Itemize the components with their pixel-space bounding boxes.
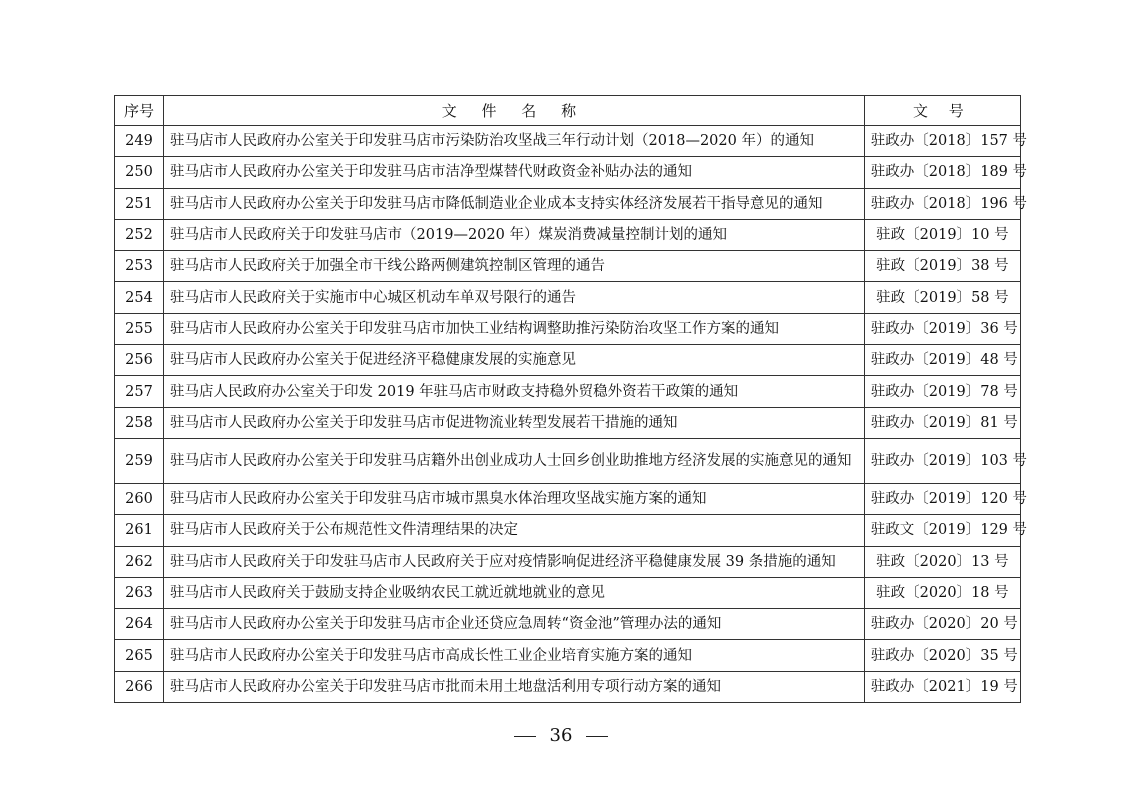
cell-document-name: 驻马店市人民政府办公室关于印发驻马店市促进物流业转型发展若干措施的通知 [164,407,865,438]
table-row [115,546,1021,577]
cell-document-number: 驻政〔2020〕18 号 [864,577,1020,608]
cell-document-name: 驻马店市人民政府办公室关于印发驻马店市洁净型煤替代财政资金补贴办法的通知 [164,157,865,188]
table-row [115,376,1021,407]
table-row [115,282,1021,313]
cell-document-name: 驻马店市人民政府关于鼓励支持企业吸纳农民工就近就地就业的意见 [164,577,865,608]
cell-serial-number: 254 [115,282,164,313]
cell-document-name: 驻马店市人民政府关于加强全市干线公路两侧建筑控制区管理的通告 [164,251,865,282]
cell-document-number: 驻政〔2020〕13 号 [864,546,1020,577]
header-document-number: 文 号 [864,96,1020,126]
cell-document-name: 驻马店市人民政府办公室关于印发驻马店市批而未用土地盘活利用专项行动方案的通知 [164,671,865,702]
cell-document-number: 驻政办〔2020〕35 号 [864,640,1020,671]
cell-serial-number: 260 [115,483,164,514]
cell-document-name: 驻马店市人民政府办公室关于印发驻马店市加快工业结构调整助推污染防治攻坚工作方案的通知 [164,313,865,344]
page-number: 36 [549,725,573,746]
cell-serial-number: 255 [115,313,164,344]
table-row [115,188,1021,219]
cell-serial-number: 253 [115,251,164,282]
cell-document-number: 驻政办〔2018〕196 号 [864,188,1020,219]
cell-serial-number: 250 [115,157,164,188]
cell-document-number: 驻政〔2019〕38 号 [864,251,1020,282]
table-row [115,609,1021,640]
cell-document-number: 驻政办〔2019〕78 号 [864,376,1020,407]
table-row [115,515,1021,546]
cell-document-number: 驻政〔2019〕58 号 [864,282,1020,313]
table-row [115,671,1021,702]
cell-document-name: 驻马店市人民政府办公室关于印发驻马店籍外出创业成功人士回乡创业助推地方经济发展的实施意见的通知 [164,438,865,483]
cell-document-number: 驻政办〔2019〕48 号 [864,345,1020,376]
cell-document-number: 驻政办〔2020〕20 号 [864,609,1020,640]
cell-document-name: 驻马店市人民政府办公室关于印发驻马店市企业还贷应急周转“资金池”管理办法的通知 [164,609,865,640]
header-document-name: 文 件 名 称 [164,96,865,126]
cell-document-number: 驻政文〔2019〕129 号 [864,515,1020,546]
cell-document-number: 驻政〔2019〕10 号 [864,219,1020,250]
table-row [115,251,1021,282]
cell-document-name: 驻马店市人民政府办公室关于印发驻马店市降低制造业企业成本支持实体经济发展若干指导意见的通知 [164,188,865,219]
cell-serial-number: 262 [115,546,164,577]
document-table [114,95,1027,703]
cell-document-number: 驻政办〔2019〕36 号 [864,313,1020,344]
cell-document-number: 驻政办〔2018〕189 号 [864,157,1020,188]
cell-document-number: 驻政办〔2021〕19 号 [864,671,1020,702]
cell-serial-number: 256 [115,345,164,376]
cell-serial-number: 258 [115,407,164,438]
dash-right [586,736,608,737]
dash-left [514,736,536,737]
cell-serial-number: 266 [115,671,164,702]
cell-serial-number: 264 [115,609,164,640]
cell-document-number: 驻政办〔2018〕157 号 [864,126,1020,157]
cell-document-name: 驻马店市人民政府关于印发驻马店市人民政府关于应对疫情影响促进经济平稳健康发展 39 条措施的通知 [164,546,865,577]
cell-document-name: 驻马店市人民政府关于实施市中心城区机动车单双号限行的通告 [164,282,865,313]
cell-serial-number: 249 [115,126,164,157]
table-header-row [115,96,1021,126]
table-row [115,577,1021,608]
table-row [115,219,1021,250]
cell-document-name: 驻马店人民政府办公室关于印发 2019 年驻马店市财政支持稳外贸稳外资若干政策的通知 [164,376,865,407]
cell-document-name: 驻马店市人民政府办公室关于印发驻马店市高成长性工业企业培育实施方案的通知 [164,640,865,671]
cell-serial-number: 251 [115,188,164,219]
cell-serial-number: 259 [115,438,164,483]
table-row [115,313,1021,344]
cell-serial-number: 263 [115,577,164,608]
page-footer [0,725,1122,746]
cell-document-number: 驻政办〔2019〕103 号 [864,438,1020,483]
cell-serial-number: 265 [115,640,164,671]
table-row [115,345,1021,376]
cell-document-number: 驻政办〔2019〕81 号 [864,407,1020,438]
table-row [115,640,1021,671]
cell-serial-number: 252 [115,219,164,250]
table-row [115,157,1021,188]
cell-document-name: 驻马店市人民政府关于公布规范性文件清理结果的决定 [164,515,865,546]
table-body [115,126,1027,703]
cell-serial-number: 257 [115,376,164,407]
header-serial-number: 序号 [115,96,164,126]
cell-document-name: 驻马店市人民政府关于印发驻马店市（2019—2020 年）煤炭消费减量控制计划的通知 [164,219,865,250]
table-row [115,438,1021,483]
cell-document-number: 驻政办〔2019〕120 号 [864,483,1020,514]
cell-document-name: 驻马店市人民政府办公室关于促进经济平稳健康发展的实施意见 [164,345,865,376]
cell-document-name: 驻马店市人民政府办公室关于印发驻马店市城市黑臭水体治理攻坚战实施方案的通知 [164,483,865,514]
cell-document-name: 驻马店市人民政府办公室关于印发驻马店市污染防治攻坚战三年行动计划（2018—2020 年）的通知 [164,126,865,157]
table-row [115,126,1021,157]
cell-serial-number: 261 [115,515,164,546]
table-row [115,407,1021,438]
table-row [115,483,1021,514]
